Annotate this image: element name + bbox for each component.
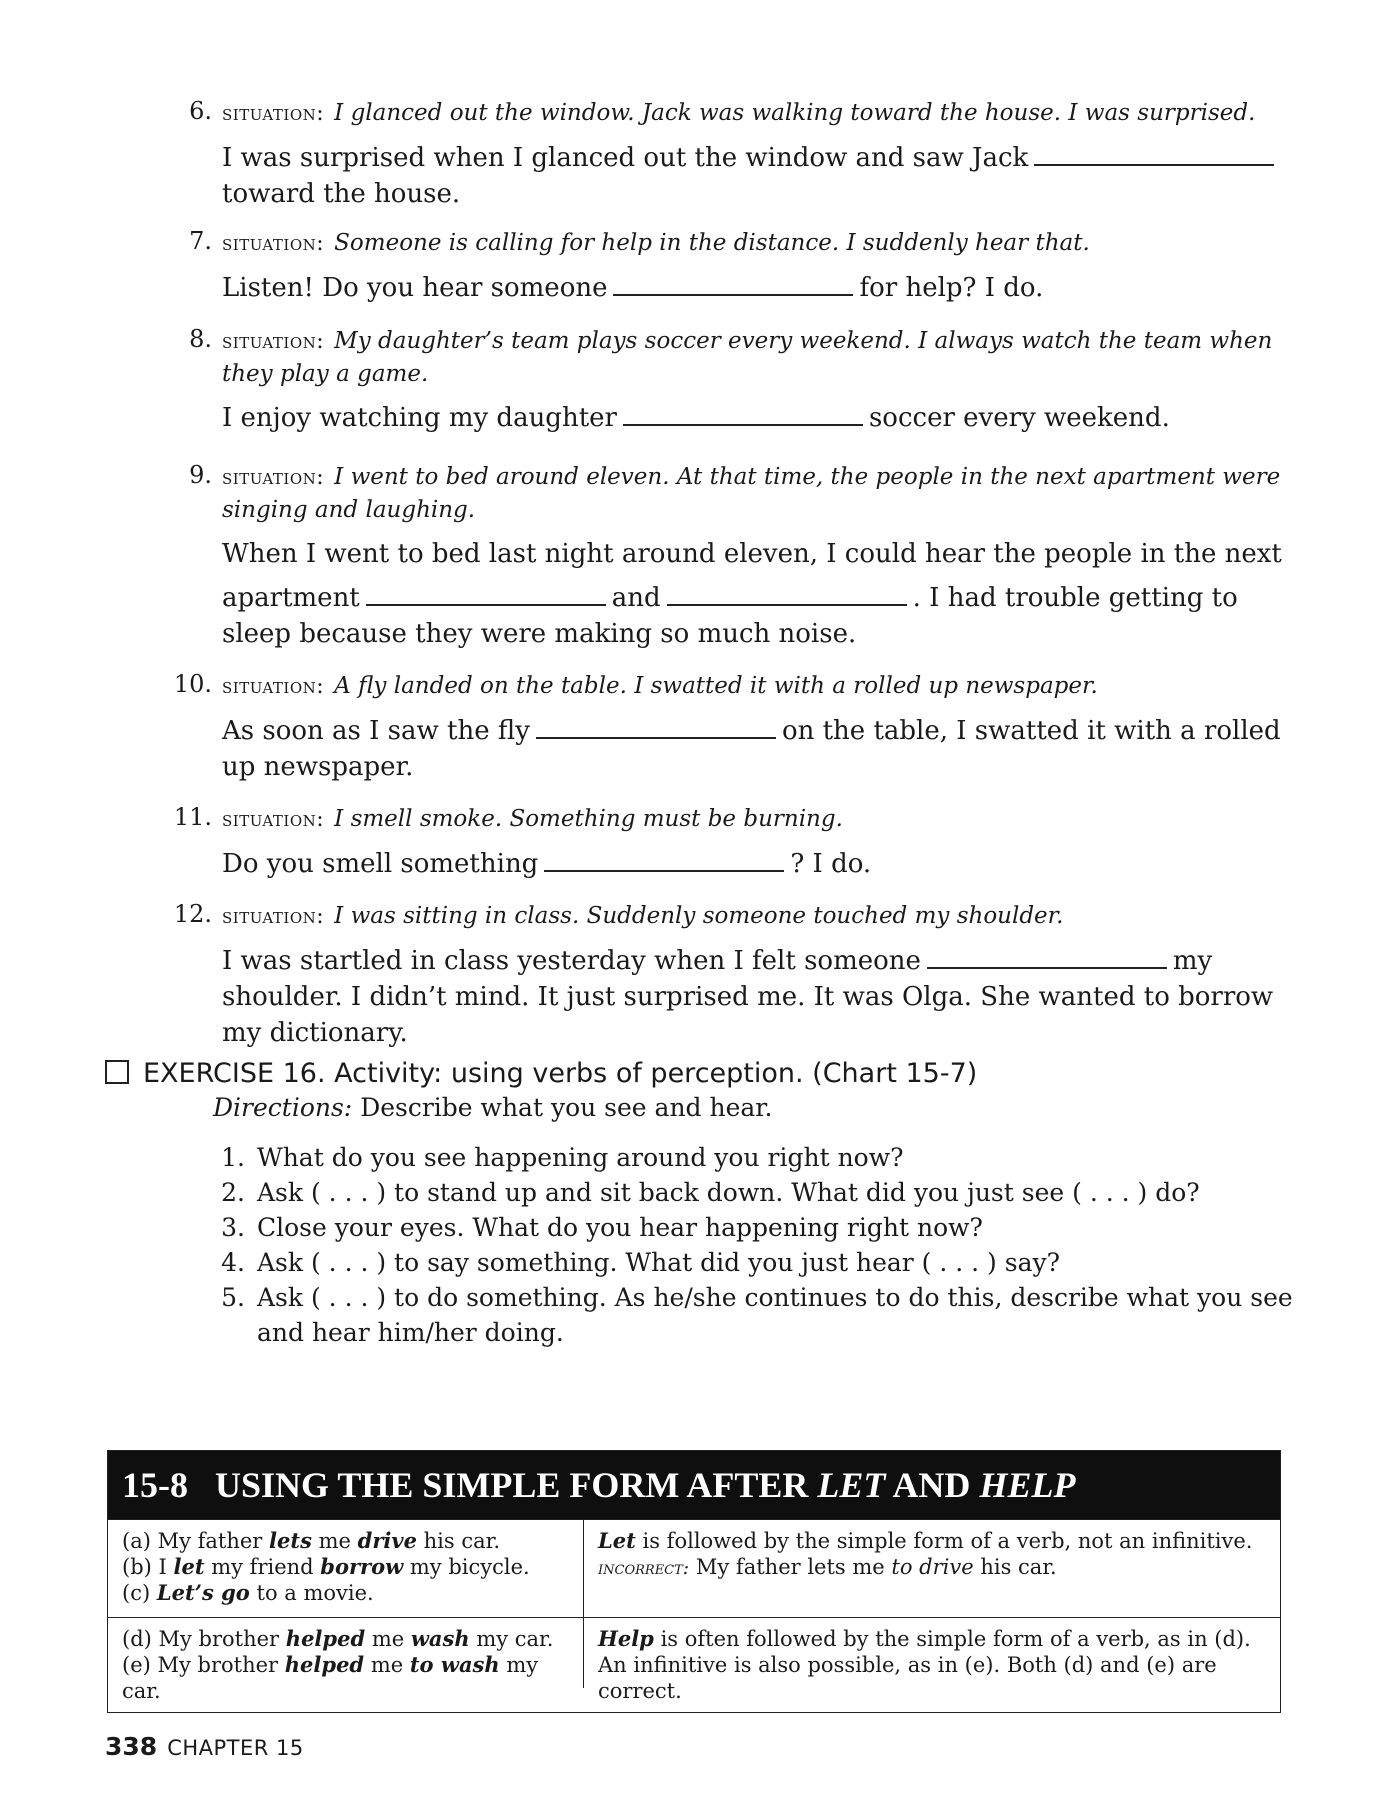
exercise-item-12 [173,900,1282,1051]
list-item [213,1245,1293,1280]
chart-title [108,1451,1280,1519]
situation-label: situation: [222,231,325,256]
page-footer [105,1732,304,1761]
situation-label: situation: [222,329,325,354]
exercise-16-heading [105,1058,977,1089]
sentence-start: Do you smell something [222,849,539,879]
exercise-item-6 [189,97,1282,212]
answer-blank[interactable] [536,715,776,739]
situation-label: situation: [222,465,325,490]
situation-label: situation: [222,101,325,126]
exercise-item-11 [173,803,1282,882]
sentence-start: I was surprised when I glanced out the window and saw Jack [222,143,1029,173]
item-number: 8. [189,325,212,353]
question-list [213,1140,1293,1350]
situation-text: My daughter’s team plays soccer every weekend. I always watch the team when they play a game. [222,328,1273,387]
answer-blank-2[interactable] [667,582,907,606]
exercise-item-8 [189,325,1282,436]
question-number: 1. [221,1143,245,1172]
situation-text: I glanced out the window. Jack was walking toward the house. I was surprised. [334,100,1256,126]
question-text: Close your eyes. What do you hear happening right now? [257,1213,983,1242]
situation-text: Someone is calling for help in the distance. I suddenly hear that. [334,230,1090,256]
chart-title-help: HELP [979,1465,1076,1505]
chart-row-help [108,1617,1280,1712]
question-text: Ask ( . . . ) to say something. What did you just hear ( . . . ) say? [257,1248,1061,1277]
answer-blank[interactable] [613,272,853,296]
exercise-checkbox[interactable] [105,1060,129,1084]
answer-blank[interactable] [623,402,863,426]
item-number: 11. [173,803,212,831]
chart-number: 15-8 [122,1465,188,1505]
exercise-directions [213,1093,772,1122]
sentence-end: soccer every weekend. [868,403,1170,433]
sentence-end: toward the house. [222,179,461,209]
item-number: 9. [189,461,212,489]
situation-label: situation: [222,674,325,699]
item-number: 7. [189,227,212,255]
list-item [213,1140,1293,1175]
answer-blank[interactable] [544,848,784,872]
question-text: What do you see happening around you right now? [257,1143,904,1172]
chart-title-let: LET [817,1465,886,1505]
question-text: Ask ( . . . ) to do something. As he/she continues to do this, describe what you see and hear him/her doing. [257,1283,1293,1347]
sentence-end: . I had trouble getting to sleep because they were making so much noise. [222,583,1238,649]
chart-title-text: USING THE SIMPLE FORM AFTER [215,1465,809,1505]
directions-label: Directions: [213,1093,353,1122]
sentence-start: I enjoy watching my daughter [222,403,617,433]
question-number: 5. [221,1283,245,1312]
chart-row-let [108,1519,1280,1617]
answer-blank[interactable] [1034,142,1274,166]
list-item [213,1280,1293,1350]
sentence-start: apartment [222,583,360,613]
exercise-item-9 [189,461,1282,652]
situation-text: I went to bed around eleven. At that time, the people in the next apartment were singing and laughing. [222,464,1281,523]
situation-text: A fly landed on the table. I swatted it with a rolled up newspaper. [334,673,1098,699]
explanation-cell: Let is followed by the simple form of a verb, not an infinitive. incorrect: My father lets me to drive his car. [598,1528,1253,1579]
situation-label: situation: [222,807,325,832]
explanation-cell: Help is often followed by the simple form of a verb, as in (d). An infinitive is also possible, as in (e). Both (d) and (e) are correct. [598,1626,1251,1703]
sentence-start: I was startled in class yesterday when I felt someone [222,946,921,976]
directions-text: Describe what you see and hear. [360,1093,773,1122]
question-number: 2. [221,1178,245,1207]
situation-text: I was sitting in class. Suddenly someone touched my shoulder. [334,903,1064,929]
sentence-start: Listen! Do you hear someone [222,273,608,303]
situation-text: I smell smoke. Something must be burning. [334,806,843,832]
question-number: 3. [221,1213,245,1242]
sentence-end: ? I do. [790,849,872,879]
list-item [213,1210,1293,1245]
question-number: 4. [221,1248,245,1277]
exercise-title: EXERCISE 16. Activity: using verbs of perception. (Chart 15-7) [143,1058,978,1089]
chapter-label: CHAPTER 15 [167,1736,304,1760]
list-item [213,1175,1293,1210]
chart-title-and: AND [892,1465,971,1505]
item-number: 12. [173,900,212,928]
answer-blank-1[interactable] [366,582,606,606]
answer-blank[interactable] [927,945,1167,969]
sentence-end: my shoulder. I didn’t mind. It just surprised me. It was Olga. She wanted to borrow my dictionary. [222,946,1274,1048]
sentence-end: for help? I do. [859,273,1044,303]
examples-cell: (d) My brother helped me wash my car. (e) My brother helped me to wash my car. [108,1618,584,1688]
sentence-start: As soon as I saw the fly [222,716,530,746]
grammar-chart [107,1450,1281,1713]
examples-cell: (a) My father lets me drive his car. (b) I let my friend borrow my bicycle. (c) Let’s go to a movie. [108,1520,584,1617]
sentence-end: on the table, I swatted it with a rolled up newspaper. [222,716,1281,782]
item-number: 6. [189,97,212,125]
item-number: 10. [173,670,212,698]
question-text: Ask ( . . . ) to stand up and sit back down. What did you just see ( . . . ) do? [257,1178,1200,1207]
sentence-line1: When I went to bed last night around eleven, I could hear the people in the next [222,539,1282,569]
sentence-mid: and [611,583,661,613]
page-number: 338 [105,1732,158,1761]
exercise-item-10 [173,670,1282,785]
situation-label: situation: [222,904,325,929]
exercise-item-7 [189,227,1282,306]
